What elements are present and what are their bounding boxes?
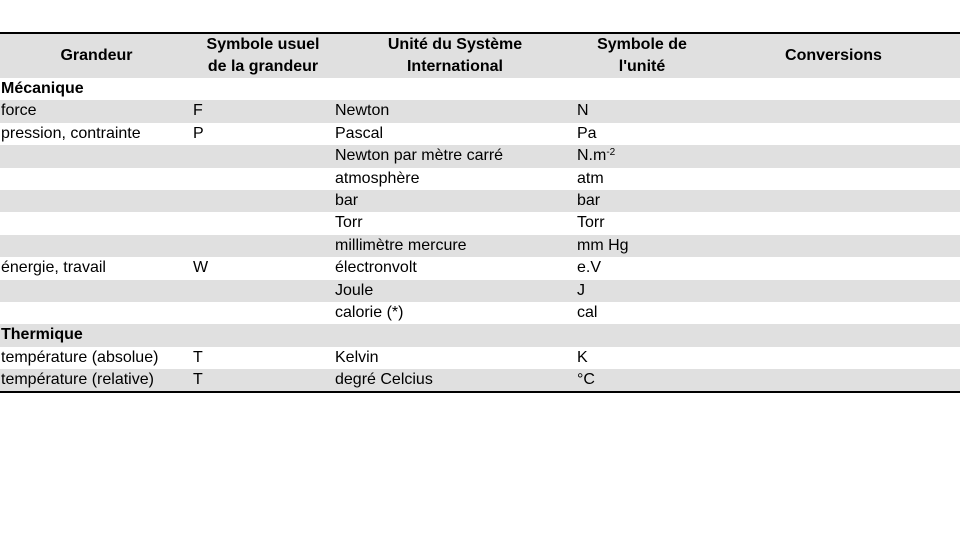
cell-symbole-unite: J bbox=[577, 281, 585, 299]
header-conversions bbox=[707, 34, 960, 78]
cell-unite: Newton par mètre carré bbox=[335, 147, 504, 165]
cell-symbole: W bbox=[193, 259, 209, 277]
header-unite-si-label bbox=[388, 34, 522, 78]
table-row bbox=[0, 302, 960, 324]
cell-unite: degré Celcius bbox=[335, 371, 433, 389]
cell-symbole: F bbox=[193, 102, 203, 120]
header-conversions-label: Conversions bbox=[785, 47, 882, 64]
header-symbole-grandeur-label bbox=[207, 34, 320, 78]
cell-unite: calorie (*) bbox=[335, 303, 404, 321]
table-row bbox=[0, 280, 960, 302]
cell-grandeur: température (relative) bbox=[1, 371, 154, 389]
cell-symbole-unite-base: N.m bbox=[577, 147, 607, 165]
table-row bbox=[0, 235, 960, 257]
section-mecanique: Mécanique bbox=[1, 80, 84, 97]
cell-symbole-unite: bar bbox=[577, 191, 601, 209]
table-row bbox=[0, 347, 960, 369]
header-grandeur bbox=[0, 34, 193, 78]
cell-grandeur: force bbox=[1, 102, 37, 120]
cell-symbole-unite: Torr bbox=[577, 214, 605, 232]
table-row bbox=[0, 123, 960, 145]
cell-unite: bar bbox=[335, 191, 359, 209]
table-header bbox=[0, 34, 960, 78]
cell-symbole-unite: atm bbox=[577, 169, 604, 187]
table-row bbox=[0, 369, 960, 391]
cell-symbole-unite: cal bbox=[577, 303, 598, 321]
section-thermique: Thermique bbox=[1, 326, 83, 344]
header-symbole-unite-line2: l'unité bbox=[618, 58, 666, 75]
header-unite-si-line1: Unité du Système bbox=[387, 36, 523, 53]
table-row bbox=[0, 145, 960, 167]
header-unite-si bbox=[333, 34, 577, 78]
cell-symbole-unite: Pa bbox=[577, 124, 597, 142]
cell-symbole-unite: °C bbox=[577, 371, 595, 389]
table-row bbox=[0, 78, 960, 100]
header-unite-si-line2: International bbox=[406, 58, 503, 75]
units-table bbox=[0, 32, 960, 393]
cell-unite: Kelvin bbox=[335, 348, 379, 366]
header-symbole-grandeur-line1: Symbole usuel bbox=[206, 36, 320, 53]
table-row bbox=[0, 100, 960, 122]
cell-symbole-unite: e.V bbox=[577, 259, 602, 277]
header-symbole-unite-line1: Symbole de bbox=[597, 36, 687, 53]
cell-grandeur: température (absolue) bbox=[1, 348, 159, 366]
header-symbole-grandeur-line2: de la grandeur bbox=[207, 58, 319, 75]
header-symbole-unite bbox=[577, 34, 707, 78]
table-row bbox=[0, 168, 960, 190]
cell-symbole-unite: K bbox=[577, 348, 588, 366]
cell-symbole: T bbox=[193, 348, 203, 366]
header-symbole-grandeur bbox=[193, 34, 333, 78]
table-row bbox=[0, 257, 960, 279]
cell-symbole-unite-exponent: -2 bbox=[606, 147, 616, 159]
cell-symbole: T bbox=[193, 371, 203, 389]
cell-unite: électronvolt bbox=[335, 259, 417, 277]
cell-unite: Joule bbox=[335, 281, 374, 299]
cell-unite: Newton bbox=[335, 102, 390, 120]
header-symbole-unite-label bbox=[597, 34, 687, 78]
cell-unite: Pascal bbox=[335, 124, 384, 142]
cell-symbole-unite: N bbox=[577, 102, 589, 120]
cell-grandeur: pression, contrainte bbox=[1, 124, 141, 142]
header-grandeur-label: Grandeur bbox=[60, 47, 133, 64]
cell-unite: Torr bbox=[335, 214, 363, 232]
table-row bbox=[0, 212, 960, 234]
cell-symbole: P bbox=[193, 124, 204, 142]
table-row bbox=[0, 324, 960, 346]
cell-symbole-unite bbox=[577, 145, 615, 167]
cell-unite: millimètre mercure bbox=[335, 236, 467, 254]
table-row bbox=[0, 190, 960, 212]
cell-symbole-unite: mm Hg bbox=[577, 236, 629, 254]
cell-grandeur: énergie, travail bbox=[1, 259, 106, 277]
cell-unite: atmosphère bbox=[335, 169, 420, 187]
